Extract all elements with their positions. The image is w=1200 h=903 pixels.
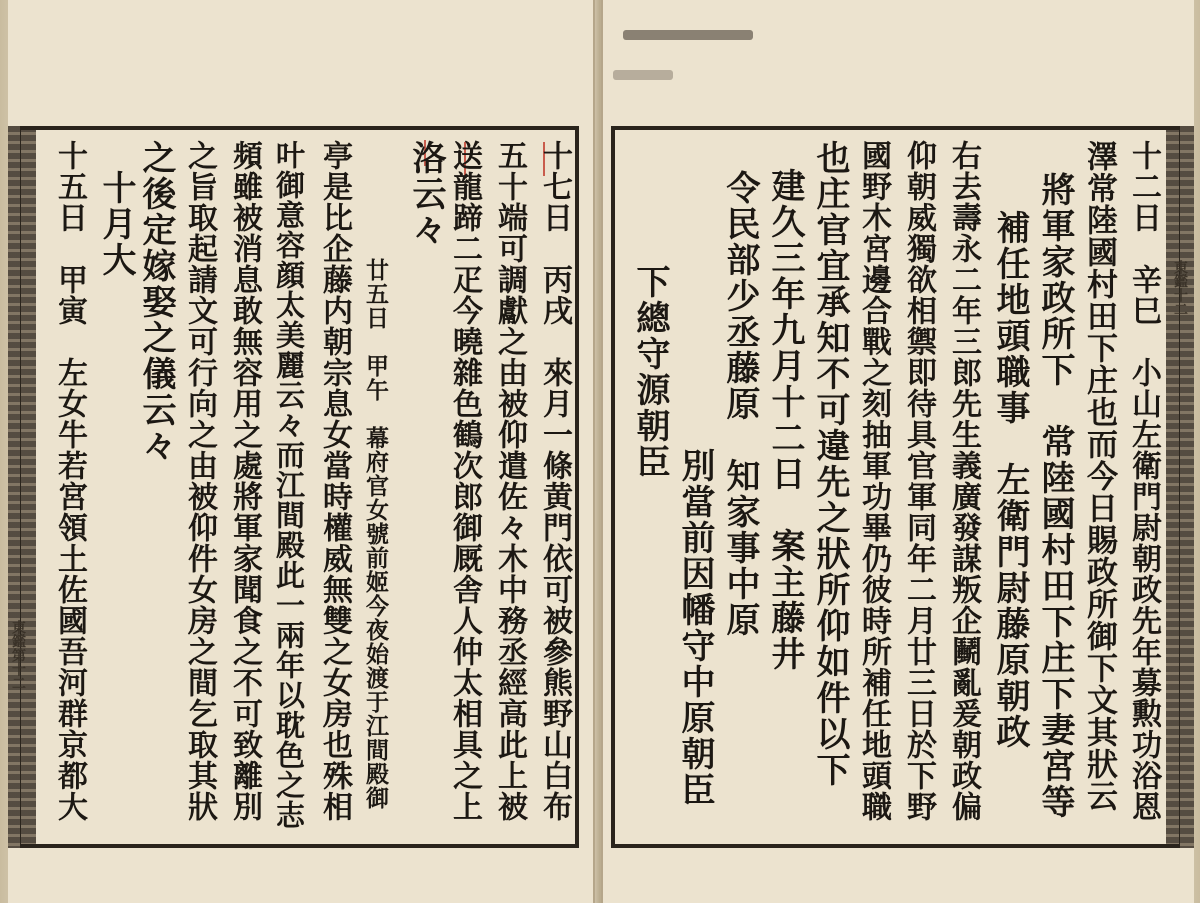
right-column-3: 將軍家政所下 常陸國村田下庄下妻宮等	[1035, 172, 1075, 820]
left-column-4: 洛云々	[406, 140, 446, 248]
left-column-7: 叶御意容顔太美麗云々而江間殿此一兩年以耽色之志	[272, 140, 306, 830]
left-column-1: 十七日 丙戌 來月一條黄門依可被參熊野山白布	[537, 140, 572, 822]
right-column-9: 建久三年九月十二日 案主藤井	[765, 168, 805, 672]
right-column-4: 補任地頭職事 左衛門尉藤原朝政	[990, 210, 1030, 750]
left-column-3: 送龍蹄二疋今曉雜色鶴次郎御厩舎人仲太相具之上	[447, 140, 482, 822]
left-column-5: 廿五日 甲午 幕府官女號前姬今夜始渡于江間殿御	[362, 258, 389, 810]
right-column-2: 澤常陸國村田下庄也而今日賜政所御下文其狀云	[1081, 140, 1117, 812]
right-column-7: 國野木宮邊合戰之刻抽軍功畢仍彼時所補任地頭職	[856, 140, 891, 822]
left-column-2: 五十端可調獻之由被仰遣佐々木中務丞經高此上被	[492, 140, 527, 822]
right-column-6: 仰朝威獨欲相禦即待具官軍同年二月廿三日於下野	[901, 140, 936, 822]
right-column-1: 十二日 辛巳 小山左衛門尉朝政先年募勲功浴恩	[1126, 140, 1161, 822]
left-column-10: 之後定嫁娶之儀云々	[136, 140, 176, 464]
left-column-8: 頻雖被消息敢無容用之處將軍家聞食之不可致離別	[227, 140, 262, 822]
right-column-8: 也庄官宜承知不可違先之狀所仰如件以下	[810, 140, 850, 788]
left-column-12: 十五日 甲寅 左女牛若宮領土佐國吾河群京都大	[52, 140, 87, 822]
right-column-5: 右去壽永二年三郎先生義廣發謀叛企鬭亂爰朝政偏	[946, 140, 981, 822]
right-column-10: 令民部少丞藤原 知家事中原	[720, 170, 760, 638]
left-column-6: 亭是比企藤内朝宗息女當時權威無雙之女房也殊相	[317, 140, 352, 822]
left-column-9: 之旨取起請文可行向之由被仰件女房之間乞取其狀	[182, 140, 217, 822]
right-column-12: 下總守源朝臣	[630, 264, 670, 480]
top-margin-smudge	[623, 30, 753, 40]
right-page	[601, 0, 1194, 903]
left-page	[8, 0, 595, 903]
left-column-11: 十月大	[96, 170, 136, 278]
page-edge-label: 東鑑第十二	[10, 620, 26, 690]
top-margin-smudge	[613, 70, 673, 80]
page-edge-label: 東鑑十二	[1172, 260, 1188, 316]
right-column-11: 別當前因幡守中原朝臣	[675, 448, 715, 808]
